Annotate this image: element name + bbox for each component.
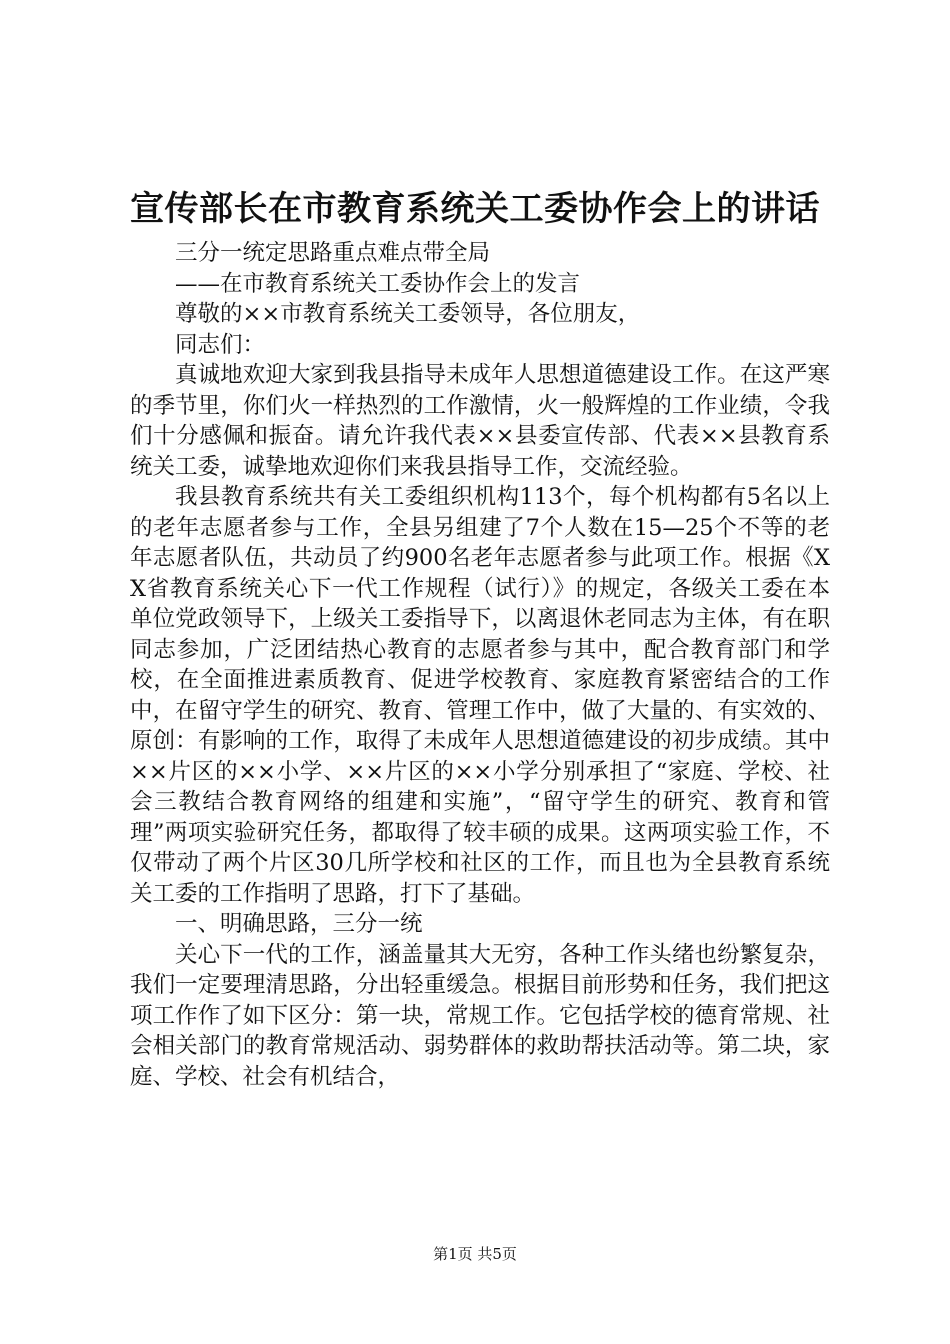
section-heading: 一、明确思路，三分一统 [175, 911, 423, 937]
document-body [130, 238, 830, 1092]
page-number-footer: 第1页 共5页 [433, 1245, 517, 1263]
paragraph-section-one: 关心下一代的工作，涵盖量其大无穷，各种工作头绪也纷繁复杂，我们一定要理清思路，分出轻重缓急。根据目前形势和任务，我们把这项工作作了如下区分：第一块，常规工作。它包括学校的德育常规、社会相关部门的教育常规活动、弱势群体的救助帮扶活动等。第二块，家庭、学校、社会有机结合， [130, 941, 830, 1090]
paragraph-welcome: 真诚地欢迎大家到我县指导未成年人思想道德建设工作。在这严寒的季节里，你们火一样热烈的工作激情，火一般辉煌的工作业绩，令我们十分感佩和振奋。请允许我代表××县委宣传部、代表××县教育系统关工委，诚挚地欢迎你们来我县指导工作，交流经验。 [130, 362, 830, 480]
salutation: 尊敬的××市教育系统关工委领导，各位朋友， [175, 301, 641, 327]
subtitle-occasion: ——在市教育系统关工委协作会上的发言 [175, 270, 581, 297]
paragraph-overview: 我县教育系统共有关工委组织机构113个，每个机构都有5名以上的老年志愿者参与工作，全县另组建了7个人数在15—25个不等的老年志愿者队伍，共动员了约900名老年志愿者参与此项工作。根据《XX省教育系统关心下一代工作规程（试行）》的规定，各级关工委在本单位党政领导下，上级关工委指导下，以离退休老同志为主体，有在职同志参加，广泛团结热心教育的志愿者参与其中，配合教育部门和学校，在全面推进素质教育、促进学校教育、家庭教育紧密结合的工作中，在留守学生的研究、教育、管理工作中，做了大量的、有实效的、原创：有影响的工作，取得了未成年人思想道德建设的初步成绩。其中××片区的××小学、××片区的××小学分别承担了“家庭、学校、社会三教结合教育网络的组建和实施”，“留守学生的研究、教育和管理”两项实验研究任务，都取得了较丰硕的成果。这两项实验工作，不仅带动了两个片区30几所学校和社区的工作，而且也为全县教育系统关工委的工作指明了思路，打下了基础。 [130, 484, 830, 907]
subtitle-line: 三分一统定思路重点难点带全局 [175, 240, 491, 266]
salutation-comrades: 同志们： [175, 331, 266, 358]
document-title: 宣传部长在市教育系统关工委协作会上的讲话 [130, 189, 820, 229]
